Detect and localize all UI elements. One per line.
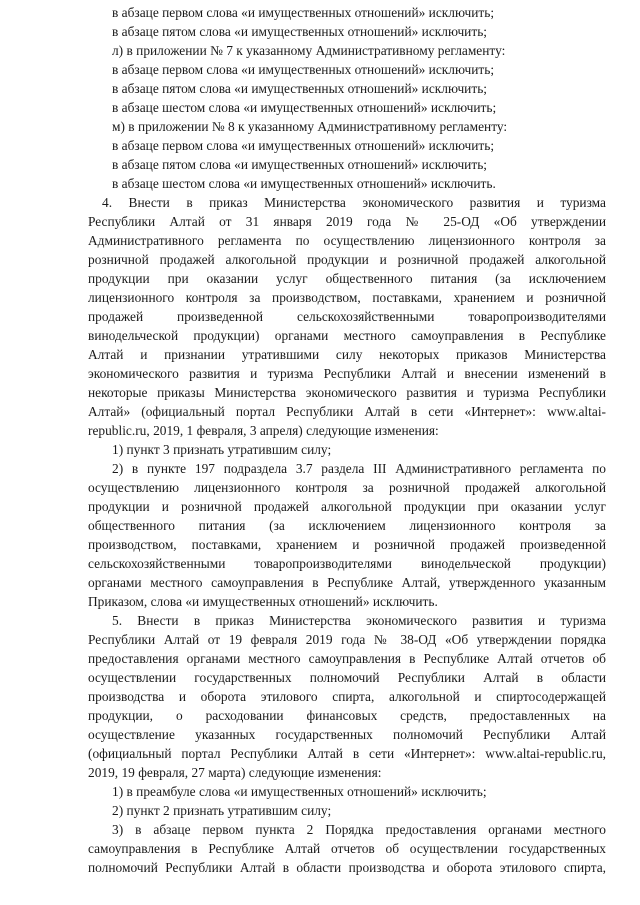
text-line: винодельческой продукции) органами местного самоуправления в Республике [88, 328, 606, 343]
text-line: продукции, о расходовании финансовых средств, предоставленных на [88, 708, 606, 723]
text-line: (официальный портал Республики Алтай в сети «Интернет»: www.altai-republic.ru, [88, 746, 606, 761]
text-line: производства и оборота этилового спирта, алкогольной и спиртосодержащей [88, 689, 606, 704]
text-line: розничной продажей алкогольной продукции и розничной продажей алкогольной [88, 252, 606, 267]
text-line: производством, поставками, хранением и розничной продажей произведенной [88, 537, 606, 552]
text-line: в абзаце пятом слова «и имущественных отношений» исключить; [112, 24, 488, 39]
text-line: осуществлению лицензионного контроля за розничной продажей алкогольной [88, 480, 606, 495]
text-line: некоторые приказы Министерства экономического развития и туризма Республики [88, 385, 606, 400]
text-line: сельскохозяйственными товаропроизводителями винодельческой продукции) [88, 556, 606, 571]
text-line: republic.ru, 2019, 1 февраля, 3 апреля) следующие изменения: [88, 423, 439, 438]
text-line: Административного регламента по осуществлению лицензионного контроля за [88, 233, 606, 248]
paragraph-4-heading-line: 4. Внести в приказ Министерства экономического развития и туризма [102, 195, 606, 210]
text-line: Приказом, слова «и имущественных отношений» исключить. [88, 594, 438, 609]
text-line: продукции и розничной продажей алкогольной продукции при оказании услуг [88, 499, 606, 514]
paragraph-5-heading-line: 5. Внести в приказ Министерства экономического развития и туризма [112, 613, 606, 628]
text-line: 3) в абзаце первом пункта 2 Порядка предоставления органами местного [112, 822, 606, 837]
text-line: м) в приложении № 8 к указанному Административному регламенту: [112, 119, 508, 134]
text-line: экономического развития и туризма Республики Алтай и внесении изменений в [88, 366, 606, 381]
text-line: в абзаце первом слова «и имущественных отношений» исключить; [112, 5, 495, 20]
text-line: 2) в пункте 197 подраздела 3.7 раздела III Административного регламента по [112, 461, 606, 476]
text-line: самоуправления в Республике Алтай отчетов об осуществлении государственных [88, 841, 606, 856]
text-line: Алтай и признании утратившими силу некоторых приказов Министерства [88, 347, 606, 362]
text-line: в абзаце пятом слова «и имущественных отношений» исключить; [112, 81, 488, 96]
text-line: в абзаце первом слова «и имущественных отношений» исключить; [112, 138, 495, 153]
text-line: осуществление указанных государственных полномочий Республики Алтай [88, 727, 606, 742]
text-line: осуществлении государственных полномочий Республики Алтай в области [88, 670, 606, 685]
text-line: предоставления органами местного самоуправления в Республике Алтай отчетов об [88, 651, 606, 666]
text-line: 1) в преамбуле слова «и имущественных отношений» исключить; [112, 784, 487, 799]
text-line: 2019, 19 февраля, 27 марта) следующие изменения: [88, 765, 382, 780]
text-line: 2) пункт 2 признать утратившим силу; [112, 803, 332, 818]
text-line: Республики Алтай от 31 января 2019 года № 25-ОД «Об утверждении [88, 214, 606, 229]
text-line: в абзаце шестом слова «и имущественных отношений» исключить. [112, 176, 496, 191]
text-line: продажей произведенной сельскохозяйственными товаропроизводителями [88, 309, 606, 324]
text-line: Алтай» (официальный портал Республики Алтай в сети «Интернет»: www.altai- [88, 404, 606, 419]
text-line: общественного питания (за исключением лицензионного контроля за [88, 518, 606, 533]
text-line: органами местного самоуправления в Республике Алтай, утвержденного указанным [88, 575, 606, 590]
text-line: 1) пункт 3 признать утратившим силу; [112, 442, 332, 457]
text-line: продукции при оказании услуг общественного питания (за исключением [88, 271, 606, 286]
text-line: в абзаце шестом слова «и имущественных отношений» исключить; [112, 100, 497, 115]
text-line: в абзаце первом слова «и имущественных отношений» исключить; [112, 62, 495, 77]
text-line: л) в приложении № 7 к указанному Административному регламенту: [112, 43, 506, 58]
text-line: полномочий Республики Алтай в области производства и оборота этилового спирта, [88, 860, 606, 875]
text-line: в абзаце пятом слова «и имущественных отношений» исключить; [112, 157, 488, 172]
text-line: Республики Алтай от 19 февраля 2019 года № 38-ОД «Об утверждении порядка [88, 632, 606, 647]
text-line: лицензионного контроля за производством, поставками, хранением и розничной [88, 290, 606, 305]
